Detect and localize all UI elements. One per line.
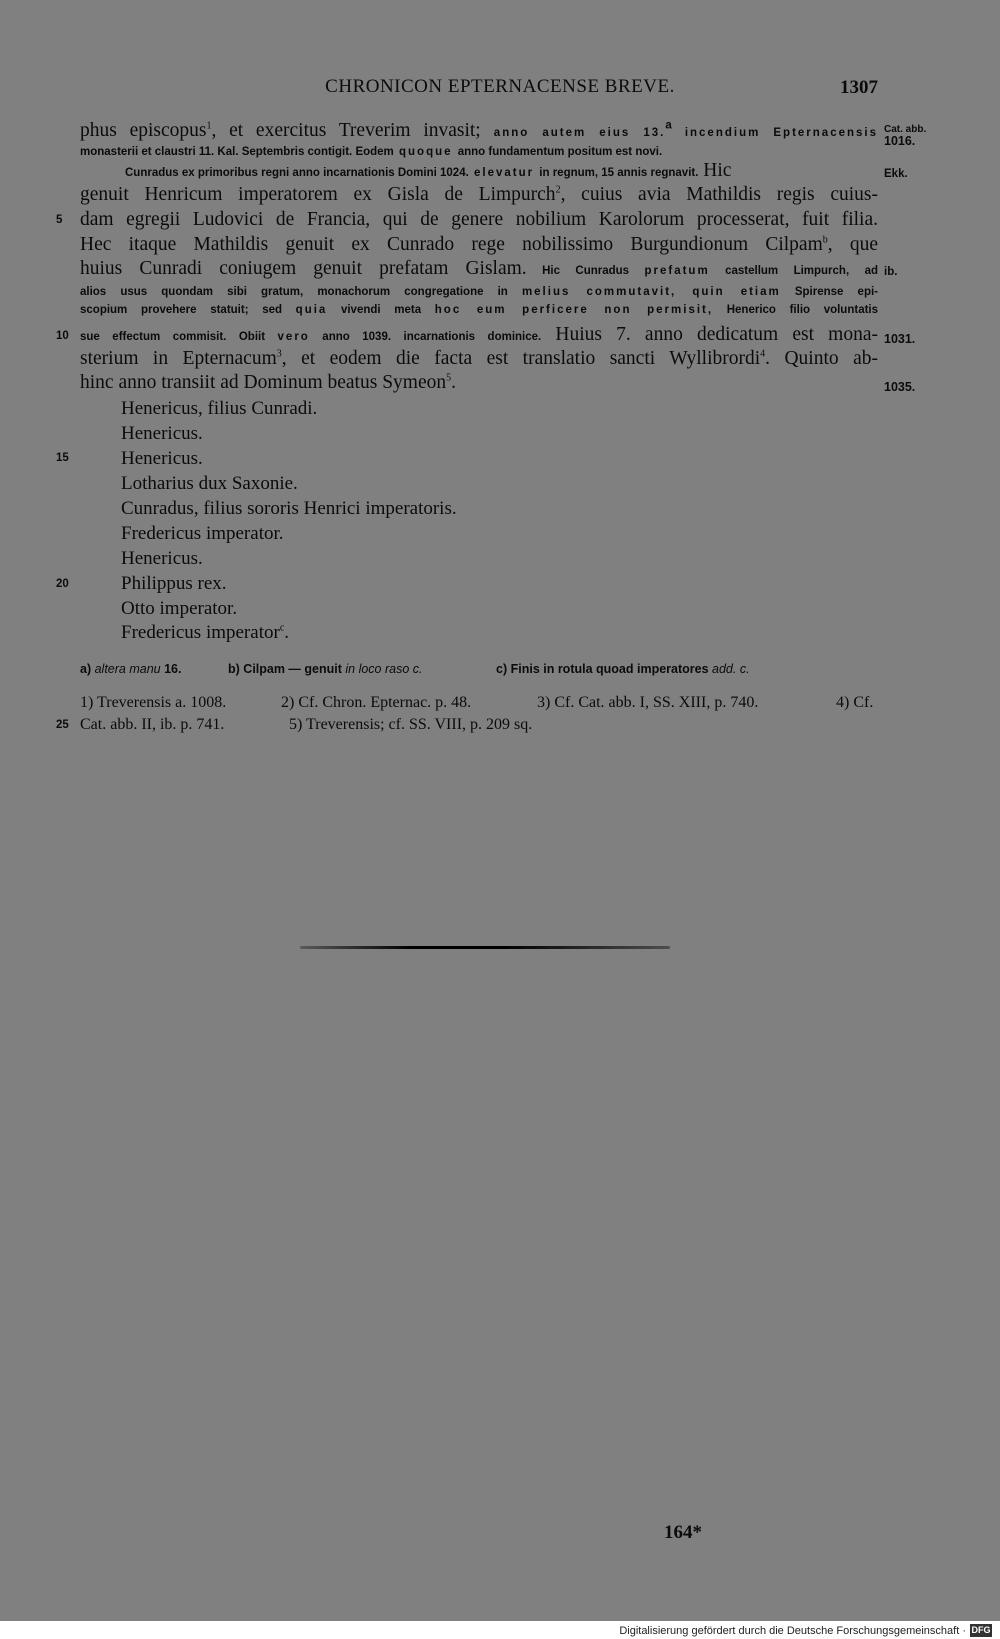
text-span: dam egregii Ludovici de Francia, qui de genere nobilium Karolorum processerat, fuit filia. bbox=[80, 209, 878, 230]
list-item bbox=[121, 622, 289, 644]
text-span-small: castellum Limpurch, ad bbox=[709, 265, 878, 277]
footnote-5: 5) Treverensis; cf. SS. VIII, p. 209 sq. bbox=[289, 716, 533, 733]
text-span: Huius 7. anno dedicatum est mona- bbox=[541, 324, 878, 345]
text-span-spaced: elevatur bbox=[468, 167, 540, 179]
text-line-3 bbox=[125, 160, 878, 182]
text-line-2 bbox=[80, 146, 878, 158]
digitization-credit: Digitalisierung gefördert durch die Deutsche Forschungsgemeinschaft · bbox=[619, 1625, 966, 1637]
text-span: , et eodem die facta est translatio sancti Wyllibrordi bbox=[281, 348, 761, 369]
margin-note-1031: 1031. bbox=[884, 332, 916, 346]
text-span: . Quinto ab- bbox=[765, 348, 878, 369]
critical-ref: b bbox=[822, 234, 828, 246]
text-span-small: anno 1039. incarnationis dominice. bbox=[309, 331, 542, 343]
list-item-end: . bbox=[284, 622, 290, 643]
text-span-spaced: hoc eum perficere non permisit, bbox=[434, 304, 714, 316]
text-span-small: Spirense epi- bbox=[780, 286, 878, 298]
text-span-small: alios usus quondam sibi gratum, monachorum congregatione in bbox=[80, 286, 522, 298]
list-item: Henericus, filius Cunradi. bbox=[121, 398, 318, 419]
critical-note-text: Finis in rotula quoad imperatores bbox=[507, 662, 713, 676]
text-span-small: vivendi meta bbox=[327, 304, 435, 316]
margin-note-1035: 1035. bbox=[884, 380, 916, 394]
text-line-9 bbox=[80, 304, 878, 316]
margin-note-1016: 1016. bbox=[884, 134, 916, 148]
text-span: hinc anno transiit ad Dominum beatus Symeon bbox=[80, 372, 447, 393]
text-span-small: incendium Epternacensis bbox=[671, 127, 879, 139]
footnote-ref: 1 bbox=[206, 120, 212, 132]
footnote-ref: 5 bbox=[446, 372, 452, 384]
critical-ref: a bbox=[665, 119, 672, 132]
line-number-20: 20 bbox=[56, 578, 69, 590]
list-item: Otto imperator. bbox=[121, 598, 238, 619]
text-span: . bbox=[451, 372, 456, 393]
text-span: Hec itaque Mathildis genuit ex Cunrado rege nobilissimo Burgundionum Cilpam bbox=[80, 234, 823, 255]
list-item-text: Fredericus imperator bbox=[121, 622, 280, 643]
line-number-25: 25 bbox=[56, 719, 69, 731]
text-span-small: in regnum, 15 annis regnavit. bbox=[539, 167, 699, 179]
footnote-1: 1) Treverensis a. 1008. bbox=[80, 694, 227, 711]
text-span-small: scopium provehere statuit; sed bbox=[80, 304, 296, 316]
critical-note-label: a) bbox=[80, 662, 92, 676]
list-item: Henericus. bbox=[121, 448, 203, 469]
text-span-small: anno autem eius 13. bbox=[480, 127, 666, 139]
critical-note-b bbox=[228, 662, 423, 676]
text-span: , et exercitus Treverim invasit; bbox=[211, 120, 481, 141]
text-span-small: Hic Cunradus bbox=[526, 265, 645, 277]
footnote-4-start: 4) Cf. bbox=[836, 694, 874, 711]
critical-note-italic: altera manu bbox=[94, 662, 161, 676]
text-span: phus episcopus bbox=[80, 120, 207, 141]
text-line-4 bbox=[80, 184, 878, 206]
text-span-spaced: melius commutavit, quin etiam bbox=[521, 286, 781, 298]
list-item: Cunradus, filius sororis Henrici imperatoris. bbox=[121, 498, 457, 519]
text-span-small: Cunradus ex primoribus regni anno incarnationis Domini 1024. bbox=[125, 167, 469, 179]
margin-note-ib: ib. bbox=[884, 266, 898, 278]
text-line-6 bbox=[80, 234, 878, 256]
text-line-1 bbox=[80, 120, 878, 142]
list-item: Lotharius dux Saxonie. bbox=[121, 473, 298, 494]
text-span-spaced: quia bbox=[295, 304, 328, 316]
text-span: , cuius avia Mathildis regis cuius- bbox=[560, 184, 879, 205]
margin-note-ekk: Ekk. bbox=[884, 168, 908, 180]
text-line-5 bbox=[80, 209, 878, 231]
critical-note-italic: in loco raso c. bbox=[345, 662, 423, 676]
list-item: Fredericus imperator. bbox=[121, 523, 284, 544]
text-span: Hic bbox=[698, 160, 732, 181]
critical-ref: c bbox=[279, 622, 285, 634]
text-span-small: sue effectum commisit. Obiit bbox=[80, 331, 278, 343]
list-item: Philippus rex. bbox=[121, 573, 227, 594]
critical-note-text: 16. bbox=[160, 662, 182, 676]
page-number: 1307 bbox=[840, 77, 878, 98]
running-title: CHRONICON EPTERNACENSE BREVE. bbox=[325, 76, 675, 97]
footnote-ref: 3 bbox=[276, 348, 282, 360]
text-line-12 bbox=[80, 372, 878, 394]
text-span-small: monasterii et claustri 11. Kal. Septembris contigit. Eodem bbox=[80, 146, 394, 158]
footnote-ref: 2 bbox=[555, 184, 561, 196]
text-span-spaced: prefatum bbox=[644, 265, 710, 277]
text-span: sterium in Epternacum bbox=[80, 348, 277, 369]
footnote-3: 3) Cf. Cat. abb. I, SS. XIII, p. 740. bbox=[537, 694, 759, 711]
critical-note-label: c) bbox=[496, 662, 508, 676]
footnote-ref: 4 bbox=[760, 348, 766, 360]
text-line-11 bbox=[80, 348, 878, 370]
footnote-4-end: Cat. abb. II, ib. p. 741. bbox=[80, 716, 225, 733]
text-span: genuit Henricum imperatorem ex Gisla de Limpurch bbox=[80, 184, 556, 205]
line-number-15: 15 bbox=[56, 452, 69, 464]
text-span-small: Henerico filio voluntatis bbox=[713, 304, 879, 316]
text-span-small: anno fundamentum positum est novi. bbox=[457, 146, 663, 158]
text-line-10 bbox=[80, 324, 878, 346]
text-span: , que bbox=[827, 234, 878, 255]
critical-note-c bbox=[496, 662, 750, 676]
critical-note-text: Cilpam — genuit bbox=[239, 662, 346, 676]
closing-rule bbox=[300, 946, 670, 949]
folio-number: 164* bbox=[664, 1522, 702, 1543]
text-span: huius Cunradi coniugem genuit prefatam Gislam. bbox=[80, 258, 527, 279]
dfg-logo-icon: DFG bbox=[971, 1625, 991, 1635]
list-item: Henericus. bbox=[121, 548, 203, 569]
critical-note-label: b) bbox=[228, 662, 240, 676]
line-number-10: 10 bbox=[56, 330, 69, 342]
text-span-spaced: vero bbox=[277, 331, 310, 343]
text-line-7 bbox=[80, 258, 878, 280]
critical-note-italic: add. c. bbox=[712, 662, 750, 676]
list-item: Henericus. bbox=[121, 423, 203, 444]
text-line-8 bbox=[80, 286, 878, 298]
text-span-spaced: quoque bbox=[393, 146, 458, 158]
critical-note-a bbox=[80, 662, 181, 676]
footnote-2: 2) Cf. Chron. Epternac. p. 48. bbox=[281, 694, 472, 711]
margin-note-cat-abb: Cat. abb. bbox=[884, 124, 927, 135]
line-number-5: 5 bbox=[56, 214, 63, 226]
